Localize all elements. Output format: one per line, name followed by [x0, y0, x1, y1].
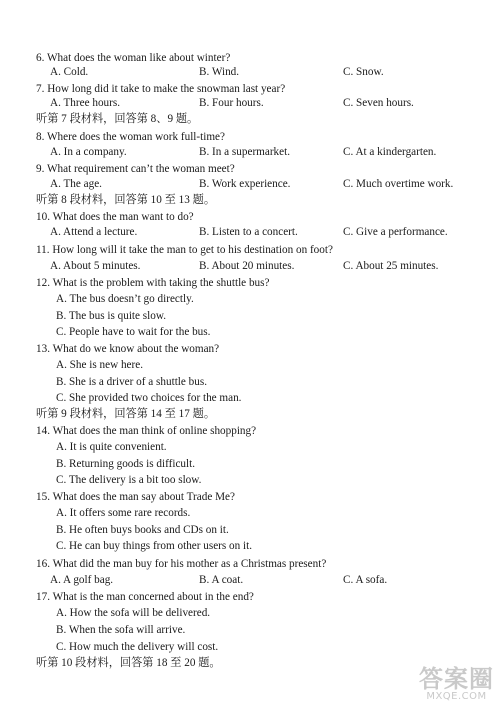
- section-instruction: 听第 7 段材料，回答第 8、9 题。: [36, 113, 199, 125]
- question-stem: 8. Where does the woman work full-time?: [36, 131, 225, 143]
- watermark-top: 答案圈: [419, 665, 494, 693]
- question-stem: 7. How long did it take to make the snowman last year?: [36, 83, 286, 95]
- answer-option: C. The delivery is a bit too slow.: [56, 474, 202, 486]
- answer-option: B. The bus is quite slow.: [56, 310, 167, 322]
- answer-option-c: C. At a kindergarten.: [343, 146, 437, 158]
- answer-option-c: C. About 25 minutes.: [343, 260, 439, 272]
- answer-option: B. When the sofa will arrive.: [56, 624, 186, 636]
- question-stem: 11. How long will it take the man to get to his destination on foot?: [36, 244, 333, 256]
- answer-option-b: B. Wind.: [199, 66, 240, 78]
- answer-option: C. He can buy things from other users on it.: [56, 540, 253, 552]
- answer-option-c: C. Give a performance.: [343, 226, 448, 238]
- answer-option-b: B. Four hours.: [199, 97, 264, 109]
- answer-option-a: A. In a company.: [50, 146, 127, 158]
- answer-option: A. It offers some rare records.: [56, 507, 191, 519]
- answer-option-b: B. About 20 minutes.: [199, 260, 295, 272]
- question-stem: 9. What requirement can’t the woman meet?: [36, 163, 235, 175]
- question-stem: 15. What does the man say about Trade Me?: [36, 491, 235, 503]
- section-instruction: 听第 8 段材料，回答第 10 至 13 题。: [36, 194, 216, 206]
- question-stem: 17. What is the man concerned about in the end?: [36, 591, 254, 603]
- answer-option: A. How the sofa will be delivered.: [56, 607, 211, 619]
- answer-option: A. It is quite convenient.: [56, 441, 167, 453]
- answer-option: B. Returning goods is difficult.: [56, 458, 196, 470]
- answer-option-c: C. Seven hours.: [343, 97, 414, 109]
- answer-option-a: A. About 5 minutes.: [50, 260, 141, 272]
- answer-option-c: C. Snow.: [343, 66, 384, 78]
- question-stem: 16. What did the man buy for his mother as a Christmas present?: [36, 558, 327, 570]
- answer-option-a: A. The age.: [50, 178, 102, 190]
- answer-option: A. She is new here.: [56, 359, 143, 371]
- answer-option-b: B. Listen to a concert.: [199, 226, 298, 238]
- answer-option-c: C. A sofa.: [343, 574, 388, 586]
- answer-option-a: A. Three hours.: [50, 97, 121, 109]
- answer-option: C. How much the delivery will cost.: [56, 641, 219, 653]
- answer-option-c: C. Much overtime work.: [343, 178, 454, 190]
- question-stem: 10. What does the man want to do?: [36, 211, 194, 223]
- answer-option-b: B. A coat.: [199, 574, 244, 586]
- answer-option: A. The bus doesn’t go directly.: [56, 293, 194, 305]
- answer-option-b: B. Work experience.: [199, 178, 291, 190]
- answer-option: C. People have to wait for the bus.: [56, 326, 211, 338]
- answer-option-b: B. In a supermarket.: [199, 146, 291, 158]
- watermark: [419, 667, 494, 702]
- answer-option: B. She is a driver of a shuttle bus.: [56, 376, 208, 388]
- answer-option-a: A. A golf bag.: [50, 574, 114, 586]
- watermark-bottom: MXQE.COM: [426, 691, 487, 702]
- answer-option-a: A. Cold.: [50, 66, 89, 78]
- answer-option: C. She provided two choices for the man.: [56, 392, 242, 404]
- question-stem: 13. What do we know about the woman?: [36, 343, 220, 355]
- question-stem: 6. What does the woman like about winter?: [36, 52, 231, 64]
- answer-option: B. He often buys books and CDs on it.: [56, 524, 229, 536]
- answer-option-a: A. Attend a lecture.: [50, 226, 138, 238]
- section-instruction: 听第 9 段材料，回答第 14 至 17 题。: [36, 408, 216, 420]
- section-instruction: 听第 10 段材料，回答第 18 至 20 题。: [36, 657, 221, 669]
- question-stem: 12. What is the problem with taking the shuttle bus?: [36, 277, 270, 289]
- question-stem: 14. What does the man think of online shopping?: [36, 425, 257, 437]
